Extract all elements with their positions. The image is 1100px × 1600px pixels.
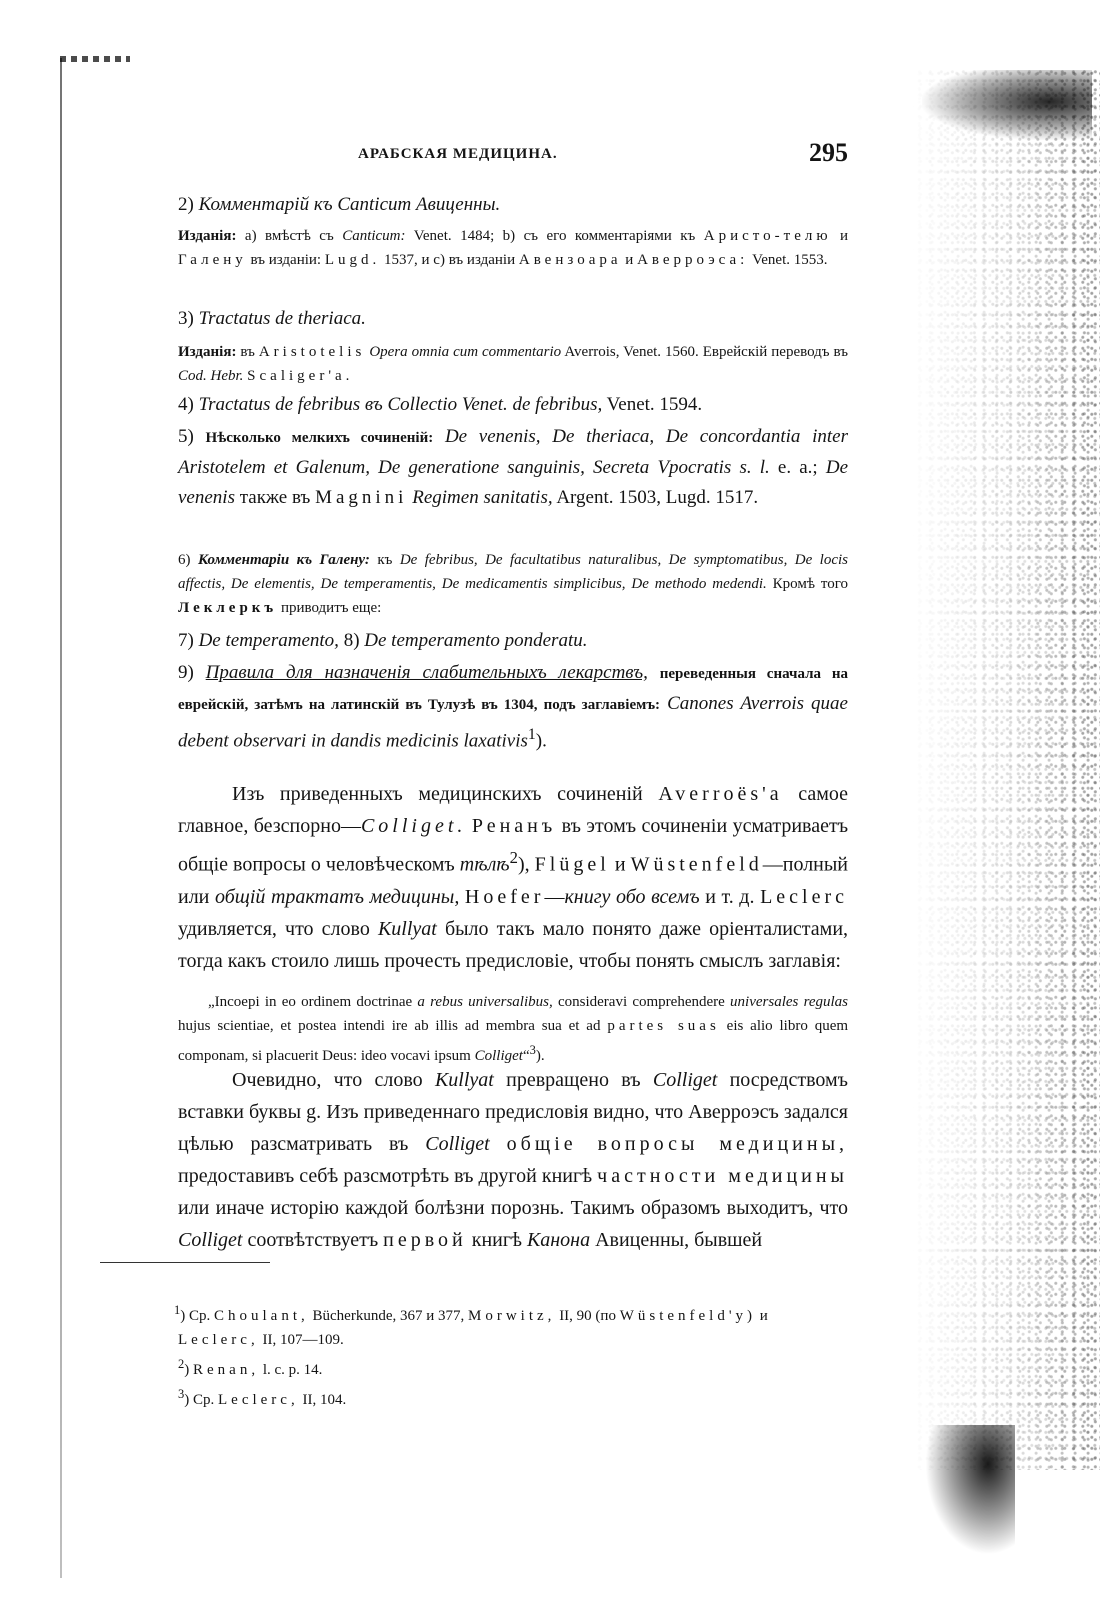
text-run: и	[840, 228, 849, 244]
entry-number: 6)	[178, 552, 191, 568]
text-run: „Incoepi in eo ordinem doctrinae	[208, 994, 413, 1010]
text-run: и	[759, 1308, 768, 1324]
text-run: въ	[240, 344, 255, 360]
entry-3-title	[178, 304, 848, 334]
text-run: II, 107—109.	[262, 1332, 344, 1348]
footnote-3	[178, 1382, 848, 1412]
text-run: Леклеркъ	[178, 600, 278, 616]
text-run: ),	[517, 853, 530, 876]
text-run: Colliget	[652, 1069, 718, 1091]
text-run: Leclerc,	[178, 1332, 259, 1348]
text-run: II, 104.	[302, 1392, 347, 1408]
text-run: Flügel	[534, 853, 610, 876]
text-run: Комментаріи къ Галену:	[197, 552, 370, 568]
text-run: и	[625, 252, 634, 268]
text-run: —полный или	[178, 853, 849, 908]
text-run: Colliget	[178, 1229, 243, 1251]
text-run: ).	[535, 730, 547, 752]
text-run: Renan,	[193, 1362, 260, 1378]
footnote-ref: 1	[527, 726, 536, 743]
paragraph-text	[178, 778, 848, 977]
entry-5-text	[178, 422, 848, 513]
text-run: a) вмѣстѣ съ	[244, 228, 334, 244]
scan-blot-bottom-right	[925, 1425, 1015, 1555]
quotation-text	[178, 990, 848, 1068]
footnote-2	[178, 1352, 848, 1382]
text-run: Choulant,	[214, 1308, 309, 1324]
text-run: въ изданіи:	[250, 252, 322, 268]
text-run: “	[522, 1048, 530, 1064]
text-run: Аверроэса:	[637, 252, 749, 268]
text-run: и	[614, 853, 626, 876]
text-run: предоставивъ себѣ разсмотрѣть въ другой книгѣ	[178, 1165, 593, 1187]
footnote-number: 2	[178, 1357, 185, 1371]
text-run: e. a.;	[777, 457, 818, 478]
text-run: II, 90 (по	[559, 1308, 616, 1324]
text-run: соотвѣтствуетъ	[247, 1229, 379, 1251]
entry-2	[178, 190, 848, 272]
editions-label: Изданія:	[178, 344, 237, 360]
text-run: 1537, и c) въ изданіи	[384, 252, 516, 268]
entry-6-text	[178, 548, 848, 620]
footnote-separator	[100, 1262, 270, 1263]
text-run: Argent. 1503, Lugd. 1517.	[556, 487, 759, 508]
text-run: Очевидно, что слово	[232, 1069, 423, 1091]
entry-3	[178, 304, 848, 388]
text-run: Venet. 1484; b) съ его комментаріями къ	[413, 228, 696, 244]
text-run: также въ	[239, 487, 311, 508]
footnote-ref: 3	[529, 1043, 536, 1057]
text-run: первой	[383, 1229, 467, 1251]
text-run: Bücherkunde, 367 и 377,	[312, 1308, 465, 1324]
text-run: l. c. p. 14.	[262, 1362, 323, 1378]
text-run: Wüstenfeld	[630, 853, 763, 876]
text-run: Scaliger'a.	[247, 368, 354, 384]
text-run: ) Cp.	[184, 1392, 215, 1408]
paragraph-text	[178, 1064, 848, 1256]
scan-blot-top-right	[922, 70, 1092, 140]
entry-number: 2)	[178, 194, 194, 215]
entry-5	[178, 422, 848, 513]
text-run: книгѣ	[471, 1229, 522, 1251]
text-run: hujus scientiae, et postea intendi ire ab illis ad membra sua et ad	[178, 1018, 601, 1034]
page-left-edge-shadow	[60, 58, 62, 1578]
footnotes	[174, 1298, 848, 1412]
text-run: consideravi comprehendere	[557, 994, 725, 1010]
text-run: Правила для назначенія слабительныхъ лекарствъ,	[205, 662, 648, 683]
text-run: Collectio Venet. de febribus,	[387, 394, 603, 415]
text-run: въ этомъ сочиненіи усматриваетъ общіе вопросы о человѣческомъ	[178, 815, 849, 876]
text-run: a rebus universalibus,	[417, 994, 553, 1010]
text-run: общіе вопросы медицины,	[506, 1133, 849, 1155]
text-run: самое главное, безспорно—	[178, 783, 849, 837]
text-run: De venenis	[178, 457, 849, 508]
entry-number: 8)	[343, 630, 360, 651]
footnote-number: 1	[174, 1303, 181, 1317]
text-run: Кромѣ того	[772, 576, 848, 592]
text-run: De febribus, De facultatibus naturalibus, De symptomatibus, De locis affectis, De elementis, De temperamentis, De medicamentis simplicibus, De methodo medendi.	[178, 552, 849, 592]
text-run: въ	[364, 394, 383, 415]
scan-noise-right-edge	[910, 70, 1100, 1470]
text-run: )	[184, 1362, 190, 1378]
entry-2-editions	[178, 224, 848, 272]
text-run: Аристо-телю	[703, 228, 832, 244]
text-run: Канона	[526, 1229, 591, 1251]
text-run: Галену	[178, 252, 247, 268]
text-run: превращено въ	[506, 1069, 641, 1091]
text-run: universales regulas	[730, 994, 849, 1010]
text-run: Kullyat	[377, 917, 437, 940]
editions-label: Изданія:	[178, 228, 237, 244]
footnote-number: 3	[178, 1387, 185, 1401]
text-run: De venenis, De theriaca, De concordantia inter Aristotelem et Galenum, De generatione sanguinis, Secreta Vpocratis s. l.	[178, 426, 848, 478]
entry-2-title	[178, 190, 848, 220]
entry-6	[178, 548, 848, 620]
text-run: Ренанъ	[471, 815, 557, 837]
second-paragraph	[178, 1064, 848, 1256]
text-run: eis alio libro quem componam, si placuerit Deus: ideo vocavi ipsum	[178, 1018, 849, 1064]
text-run: переведенныя сначала на еврейскій, затѣмъ на латинскій въ Тулузѣ въ 1304, подъ заглавіемъ:	[178, 666, 848, 713]
text-run: Leclerc	[760, 885, 849, 908]
text-run: Venet. 1594.	[606, 394, 703, 415]
text-run: книгу обо всемъ	[564, 885, 700, 908]
text-run: Morwitz,	[468, 1308, 556, 1324]
entry-7-8-line	[178, 626, 848, 656]
text-run: и т. д.	[705, 885, 755, 908]
text-run: или иначе исторію каждой болѣзни порознь. Такимъ образомъ выходитъ, что	[178, 1197, 848, 1219]
entry-title-text: Комментарiй къ Canticum Авиценны.	[198, 194, 501, 215]
entry-3-editions	[178, 340, 848, 388]
text-run: partes suas	[607, 1018, 720, 1034]
entry-7-8	[178, 626, 848, 656]
text-run: Canticum:	[342, 228, 406, 244]
text-run: ) Cp.	[180, 1308, 211, 1324]
entry-number: 3)	[178, 308, 194, 329]
entry-number: 9)	[178, 662, 194, 683]
footnote-1	[174, 1298, 848, 1352]
text-run: приводитъ еще:	[280, 600, 382, 616]
entry-9	[178, 658, 848, 756]
text-run: Lugd.	[324, 252, 381, 268]
text-run: Hoefer	[464, 885, 545, 908]
text-run: De temperamento ponderatu.	[364, 630, 588, 651]
text-run: Авиценны, бывшей	[595, 1229, 763, 1251]
text-run: Cod. Hebr.	[178, 368, 244, 384]
text-run: посредствомъ вставки буквы g. Изъ приведеннаго предисловія видно, что Аверроэсъ задался цѣлью разсматривать въ	[178, 1069, 849, 1155]
text-run: удивляется, что слово	[178, 917, 370, 940]
text-run: Авензоара	[518, 252, 622, 268]
text-run: было такъ мало понято даже оріенталистами, тогда какъ стоило лишь прочесть предисловіе, чтобы понять смыслъ заглавія:	[178, 917, 849, 972]
text-run: тѣлѣ	[459, 853, 510, 876]
text-run: Opera omnia cum commentario	[369, 344, 562, 360]
entry-9-text	[178, 658, 848, 756]
text-run: общій трактатъ медицины,	[214, 885, 460, 908]
footnote-ref: 2	[509, 848, 518, 867]
entry-number: 4)	[178, 394, 194, 415]
text-run: Canones Averrois quae debent observari in dandis medicinis laxativis	[178, 693, 848, 752]
text-run: Colliget	[425, 1133, 490, 1155]
text-run: Нѣсколько мелкихъ сочиненій:	[205, 430, 434, 446]
latin-quotation	[178, 990, 848, 1068]
text-run: —	[544, 885, 565, 908]
text-run: Изъ приведенныхъ медицинскихъ сочиненій	[232, 783, 643, 805]
text-run: Aristotelis	[258, 344, 366, 360]
running-head: АРАБСКАЯ МЕДИЦИНА.	[358, 146, 558, 162]
text-run: Magnini	[315, 487, 408, 508]
main-paragraph	[178, 778, 848, 977]
text-run: Colliget.	[360, 815, 467, 837]
text-run: De temperamento,	[198, 630, 339, 651]
text-run: Averroës'а	[658, 783, 783, 805]
text-run: ).	[535, 1048, 545, 1064]
entry-4-line	[178, 390, 848, 420]
page-number: 295	[809, 138, 848, 167]
text-run: Leclerc,	[218, 1392, 299, 1408]
text-run: къ	[377, 552, 393, 568]
page-corner-mark	[60, 56, 130, 62]
page-header	[178, 138, 848, 182]
text-run: Kullyat	[434, 1069, 494, 1091]
text-run: Tractatus de febribus	[198, 394, 361, 415]
text-run: Colliget	[474, 1048, 523, 1064]
text-run: Venet. 1553.	[752, 252, 828, 268]
text-run: Averrois, Venet. 1560. Еврейскій переводъ въ	[564, 344, 848, 360]
entry-number: 5)	[178, 426, 194, 447]
entry-4	[178, 390, 848, 420]
text-run: частности медицины	[597, 1165, 848, 1187]
entry-title-text: Tractatus de theriaca.	[198, 308, 366, 329]
entry-number: 7)	[178, 630, 194, 651]
text-run: Wüstenfeld'y)	[619, 1308, 757, 1324]
text-run: Regimen sanitatis,	[412, 487, 553, 508]
